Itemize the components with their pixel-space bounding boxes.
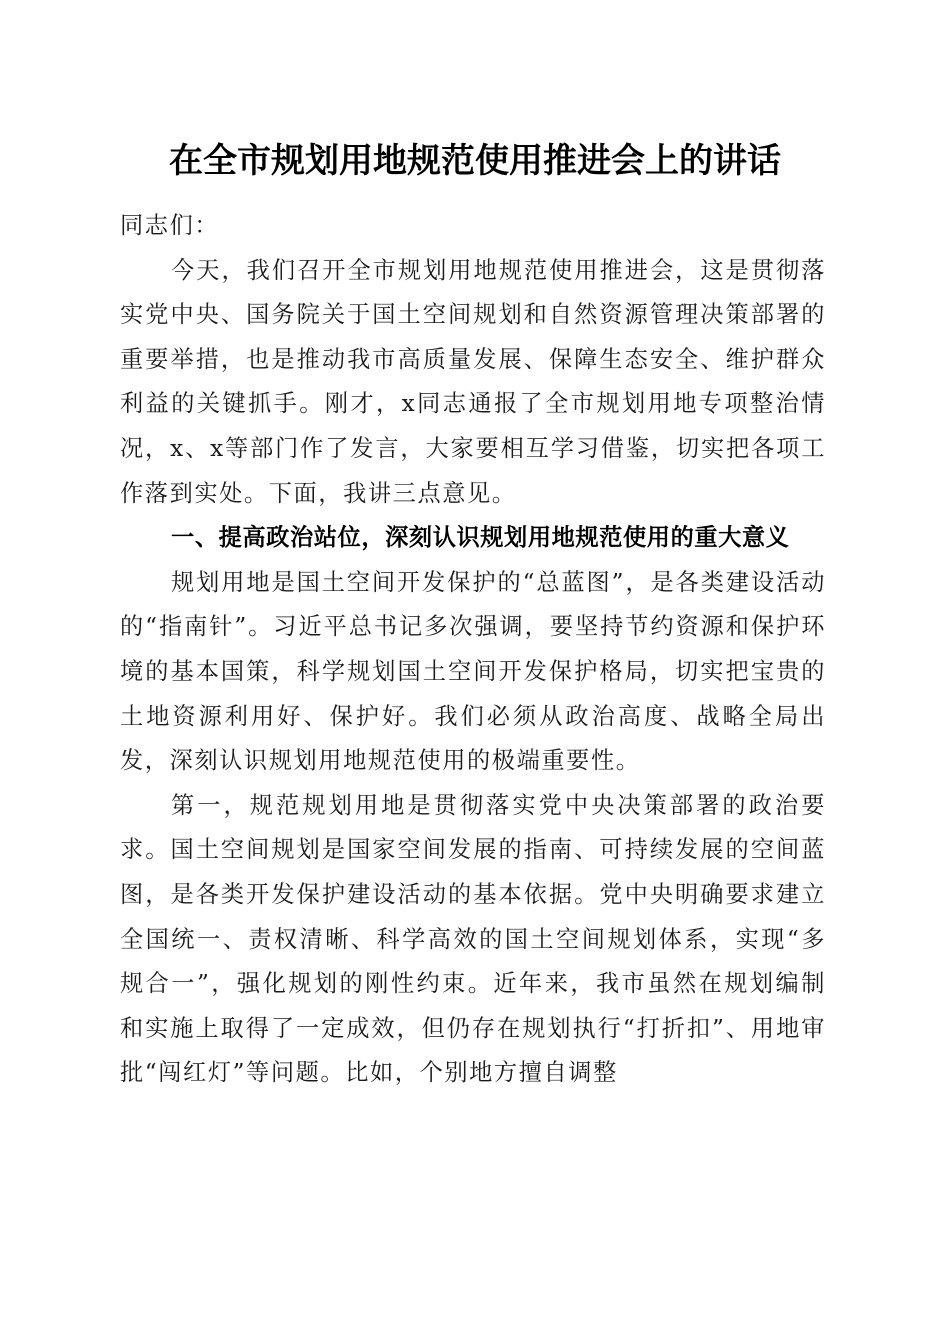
paragraph-opening: 今天，我们召开全市规划用地规范使用推进会，这是贯彻落实党中央、国务院关于国土空间规划和自然资源管理决策部署的重要举措，也是推动我市高质量发展、保障生态安全、维护群众利益的关键抓手。刚才，x同志通报了全市规划用地专项整治情况，x、x等部门作了发言，大家要相互学习借鉴，切实把各项工作落到实处。下面，我讲三点意见。	[120, 256, 826, 507]
paragraph-section-1-intro: 规划用地是国土空间开发保护的“总蓝图”，是各类建设活动的“指南针”。习近平总书记多次强调，要坚持节约资源和保护环境的基本国策，科学规划国土空间开发保护格局，切实把宝贵的土地资源利用好、保护好。我们必须从政治高度、战略全局出发，深刻认识规划用地规范使用的极端重要性。	[120, 568, 826, 775]
document-body	[120, 204, 826, 1096]
section-heading-1: 一、提高政治站位，深刻认识规划用地规范使用的重大意义	[171, 524, 790, 552]
salutation: 同志们：	[120, 212, 220, 239]
paragraph-point-first: 第一，规范规划用地是贯彻落实党中央决策部署的政治要求。国土空间规划是国家空间发展的指南、可持续发展的空间蓝图，是各类开发保护建设活动的基本依据。党中央明确要求建立全国统一、责权清晰、科学高效的国土空间规划体系，实现“多规合一”，强化规划的刚性约束。近年来，我市虽然在规划编制和实施上取得了一定成效，但仍存在规划执行“打折扣”、用地审批“闯红灯”等问题。比如，个别地方擅自调整	[120, 791, 826, 1087]
document-title: 在全市规划用地规范使用推进会上的讲话	[169, 141, 781, 181]
